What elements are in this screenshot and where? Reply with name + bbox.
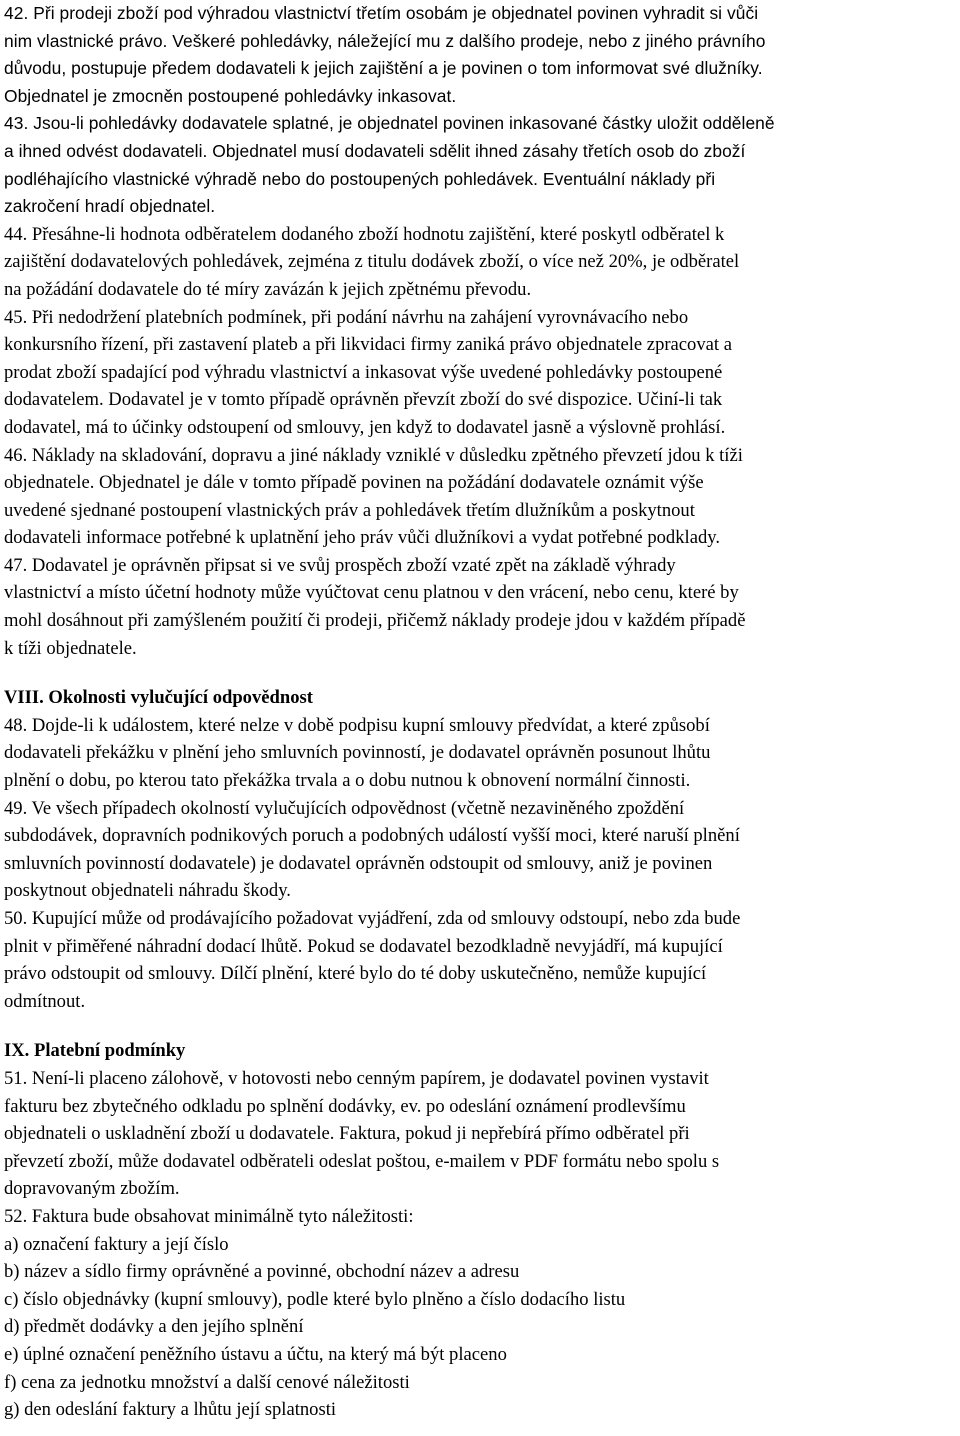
text-line: vlastnictví a místo účetní hodnoty může vyúčtovat cenu platnou v den vrácení, nebo cenu, které by (4, 582, 739, 604)
text-line: dodavateli informace potřebné k uplatnění jeho práv vůči dlužníkovi a vydat potřebné podklady. (4, 527, 720, 549)
text-line: 43. Jsou-li pohledávky dodavatele splatné, je objednatel povinen inkasované částky uložit odděleně (4, 113, 775, 134)
text-line: dodavateli překážku v plnění jeho smluvních povinností, je dodavatel oprávněn posunout lhůtu (4, 742, 711, 764)
text-line: f) cena za jednotku množství a další cenové náležitosti (4, 1371, 410, 1393)
text-line: 49. Ve všech případech okolností vylučujících odpovědnost (včetně nezaviněného zpoždění (4, 797, 685, 819)
text-line: dodavatelem. Dodavatel je v tomto případě oprávněn převzít zboží do své dispozice. Učiní-li tak (4, 389, 723, 411)
text-line: dodavatel, má to účinky odstoupení od smlouvy, jen když to dodavatel jasně a výslovně prohlásí. (4, 416, 726, 438)
text-line: převzetí zboží, může dodavatel odběrateli odeslat poštou, e-mailem v PDF formátu nebo spolu s (4, 1150, 720, 1172)
text-line: c) číslo objednávky (kupní smlouvy), podle které bylo plněno a číslo dodacího listu (4, 1288, 626, 1310)
text-line: Objednatel je zmocněn postoupené pohledávky inkasovat. (4, 85, 457, 106)
text-line: dopravovaným zbožím. (4, 1178, 180, 1200)
text-line: zajištění dodavatelových pohledávek, zejména z titulu dodávek zboží, o více než 20%, je odběratel (4, 251, 740, 273)
text-line: e) úplné označení peněžního ústavu a účtu, na který má být placeno (4, 1343, 507, 1365)
text-line: a) označení faktury a její číslo (4, 1233, 229, 1255)
section-spacer (4, 1015, 956, 1037)
text-line: mohl dosáhnout při zamýšleném použití či prodeji, přičemž náklady prodeje jdou v každém případě (4, 610, 746, 632)
text-line: podléhajícího vlastnické výhradě nebo do postoupených pohledávek. Eventuální náklady při (4, 168, 716, 189)
text-line: plnění o dobu, po kterou tato překážka trvala a o dobu nutnou k obnovení normální činnosti. (4, 770, 691, 792)
text-line: konkursního řízení, při zastavení plateb a při likvidaci firmy zaniká právo objednatele zpracovat a (4, 334, 732, 356)
text-line: 42. Při prodeji zboží pod výhradou vlastnictví třetím osobám je objednatel povinen vyhradit si vůči (4, 3, 759, 23)
text-line: 46. Náklady na skladování, dopravu a jiné náklady vzniklé v důsledku zpětného převzetí jdou k tíži (4, 444, 743, 466)
text-line: odmítnout. (4, 990, 86, 1012)
text-line: fakturu bez zbytečného odkladu po splnění dodávky, ev. po odeslání oznámení prodlevšímu (4, 1095, 686, 1117)
text-line: g) den odeslání faktury a lhůtu její splatnosti (4, 1399, 337, 1421)
section-spacer (4, 662, 956, 684)
text-line: objednatele. Objednatel je dále v tomto případě povinen na požádání dodavatele oznámit výše (4, 472, 704, 494)
document-body (4, 0, 956, 1424)
text-line: objednateli o uskladnění zboží u dodavatele. Faktura, pokud ji nepřebírá přímo odběratel při (4, 1123, 690, 1145)
text-line: poskytnout objednateli náhradu škody. (4, 880, 291, 902)
text-line: k tíži objednatele. (4, 637, 137, 659)
text-line: 45. Při nedodržení platebních podmínek, při podání návrhu na zahájení vyrovnávacího nebo (4, 306, 689, 328)
text-line: 44. Přesáhne-li hodnota odběratelem dodaného zboží hodnotu zajištění, které poskytl odběratel k (4, 223, 725, 245)
text-line: 51. Není-li placeno zálohově, v hotovosti nebo cenným papírem, je dodavatel povinen vystavit (4, 1067, 709, 1089)
text-line: 50. Kupující může od prodávajícího požadovat vyjádření, zda od smlouvy odstoupí, nebo zda bude (4, 908, 741, 929)
text-line: d) předmět dodávky a den jejího splnění (4, 1316, 304, 1338)
text-line: 52. Faktura bude obsahovat minimálně tyto náležitosti: (4, 1205, 414, 1227)
text-line: uvedené sjednané postoupení vlastnických práv a pohledávek třetím dlužníkům a poskytnout (4, 499, 695, 521)
section-heading: VIII. Okolnosti vylučující odpovědnost (4, 687, 313, 709)
section-heading: IX. Platební podmínky (4, 1040, 186, 1062)
text-line: právo odstoupit od smlouvy. Dílčí plnění, které bylo do té doby uskutečněno, nemůže kupující (4, 963, 707, 985)
text-line: 48. Dojde-li k událostem, které nelze v době podpisu kupní smlouvy předvídat, a které způsobí (4, 714, 710, 736)
text-line: smluvních povinností dodavatele) je dodavatel oprávněn odstoupit od smlouvy, aniž je povinen (4, 852, 713, 874)
text-line: nim vlastnické právo. Veškeré pohledávky, náležející mu z dalšího prodeje, nebo z jiného právního (4, 30, 766, 51)
text-line: prodat zboží spadající pod výhradu vlastnictví a inkasovat výše uvedené pohledávky postoupené (4, 361, 723, 383)
text-line: 47. Dodavatel je oprávněn připsat si ve svůj prospěch zboží vzaté zpět na základě výhrady (4, 554, 676, 576)
text-line: plnit v přiměřené náhradní dodací lhůtě. Pokud se dodavatel bezodkladně nevyjádří, má kupující (4, 935, 723, 957)
text-line: důvodu, postupuje předem dodavateli k jejich zajištění a je povinen o tom informovat své dlužníky. (4, 58, 763, 79)
text-line: zakročení hradí objednatel. (4, 196, 216, 217)
text-line: a ihned odvést dodavateli. Objednatel musí dodavateli sdělit ihned zásahy třetích osob do zboží (4, 140, 746, 161)
text-line: na požádání dodavatele do té míry zavázán k jejich zpětnému převodu. (4, 278, 532, 300)
text-line: subdodávek, dopravních podnikových poruch a podobných událostí vyšší moci, které naruší plnění (4, 825, 740, 847)
text-line: b) název a sídlo firmy oprávněné a povinné, obchodní název a adresu (4, 1261, 520, 1283)
